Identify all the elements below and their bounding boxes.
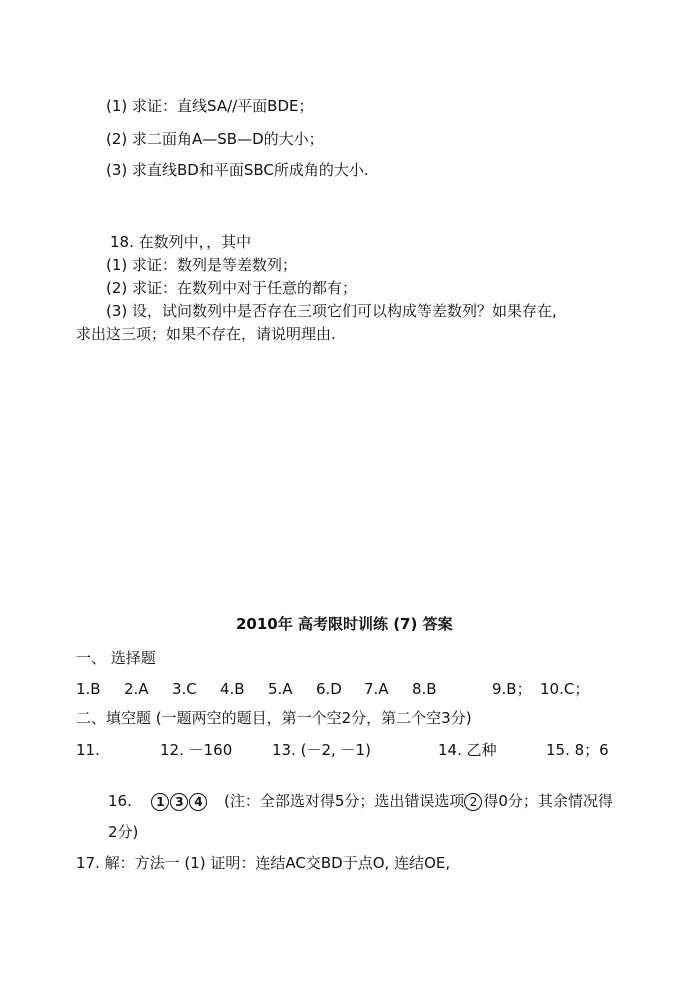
mc-answer: 9.B； bbox=[492, 680, 532, 698]
answers-title: 2010年 高考限时训练 (7) 答案 bbox=[236, 615, 453, 633]
mc-answer: 10.C； bbox=[540, 680, 590, 698]
q17-part-2: (2) 求二面角A—SB—D的大小； bbox=[106, 130, 324, 148]
circled-number: 2 bbox=[464, 793, 482, 811]
fill-answer: 15. 8；6 bbox=[546, 741, 609, 759]
mc-answer: 5.A bbox=[268, 680, 293, 698]
mc-answer: 1.B bbox=[76, 680, 101, 698]
circled-number: 3 bbox=[170, 793, 188, 811]
q16-number: 16. bbox=[108, 792, 132, 810]
q18-part-3: (3) 设，试问数列中是否存在三项它们可以构成等差数列？如果存在, bbox=[106, 302, 557, 320]
q16-answer bbox=[108, 791, 613, 811]
q16-note-cont: 得0分；其余情况得 bbox=[483, 792, 613, 810]
mc-answer: 2.A bbox=[124, 680, 149, 698]
q18-stem: 18. 在数列中，，其中 bbox=[110, 233, 252, 251]
mc-answer: 4.B bbox=[220, 680, 245, 698]
q17-part-1: (1) 求证：直线SA//平面BDE； bbox=[106, 97, 314, 115]
section-choice-heading: 一、 选择题 bbox=[76, 649, 156, 667]
circled-number: 1 bbox=[151, 793, 169, 811]
fill-answer: 12. －160 bbox=[160, 741, 233, 759]
fill-answer: 11. bbox=[76, 741, 100, 759]
q16-note-end: 2分) bbox=[108, 823, 139, 841]
mc-answer: 8.B bbox=[412, 680, 437, 698]
q18-part-2: (2) 求证：在数列中对于任意的都有； bbox=[106, 279, 358, 297]
q17-part-3: (3) 求直线BD和平面SBC所成角的大小. bbox=[106, 161, 369, 179]
circled-number: 4 bbox=[189, 793, 207, 811]
mc-answer: 6.D bbox=[316, 680, 342, 698]
q18-part-1: (1) 求证：数列是等差数列； bbox=[106, 256, 298, 274]
mc-answer: 3.C bbox=[172, 680, 197, 698]
mc-answer: 7.A bbox=[364, 680, 389, 698]
q16-note: (注：全部选对得5分；选出错误选项 bbox=[223, 792, 465, 810]
section-fill-heading: 二、填空题 (一题两空的题目，第一个空2分，第二个空3分) bbox=[76, 709, 472, 727]
q18-part-3-continued: 求出这三项；如果不存在，请说明理由. bbox=[76, 325, 336, 343]
fill-answer: 14. 乙种 bbox=[438, 741, 497, 759]
fill-answer: 13. (－2, －1) bbox=[272, 741, 371, 759]
q17-answer: 17. 解：方法一 (1) 证明：连结AC交BD于点O, 连结OE, bbox=[76, 854, 451, 872]
